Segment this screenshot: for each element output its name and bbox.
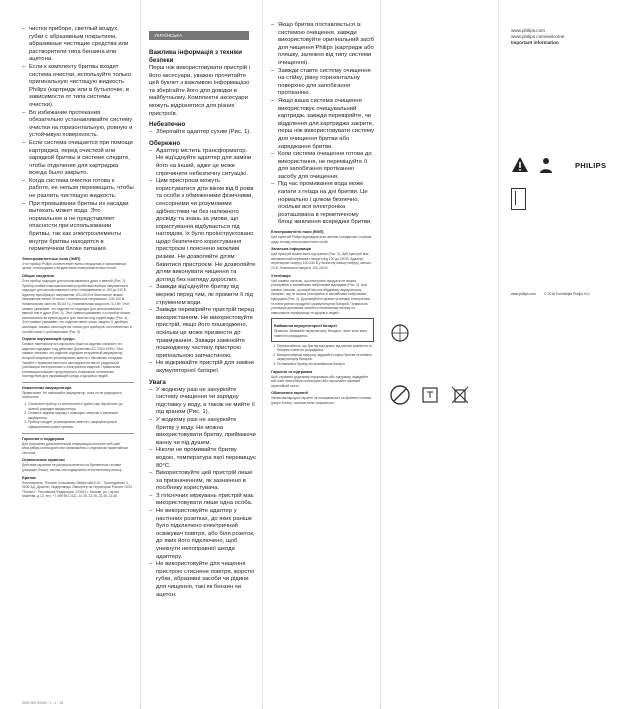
document-code: 3000 000 00000 - 1 - 1 - 18 [22, 701, 64, 705]
ru-bullets-top [22, 26, 134, 254]
list-item: 1. Переконайтеся, що бритву від'єднано від мережі живлення та батарея повністю розряджена. [277, 344, 374, 353]
ua-safety-heading: Важлива інформація з техніки безпеки [149, 49, 242, 64]
list-item: – Адаптер містить трансформатор. Не від'єднуйте адаптер для заміни його на інший, адже це може спричинити небезпечну ситуацію. [149, 148, 256, 178]
list-item: – Використовуйте цей пристрій лише за призначенням, як зазначено в посібнику користувача. [149, 470, 256, 493]
ua-recycle-text: Цей символ означає, що електричні продукти не можна утилізувати зі звичайними побутовими відходами (Рис. 3). Цей символ означає, що виріб містить вбудовану акумуляторну батарею, яку не можна утилізувати зі звичайними побутовими відходами (Рис. 4). Дотримуйтеся правил утилізації електричних та електронних продуктів і акумуляторних батарей. Правильна утилізація допомагає запобігти негативному впливу на навколишнє середовище та здоров'я людей. [271, 278, 371, 315]
ua-general-heading: Загальна інформація [271, 247, 312, 252]
column-russian [0, 0, 140, 709]
cover-url: www.philips.com [511, 28, 545, 33]
ua-warranty-heading: Гарантія та підтримка [271, 369, 313, 374]
list-item: – Не використовуйте для чищення пристрою стиснене повітря, жорсткі губки, абразивні засоби чи рідини для чищення, такі як бензин чи ацетон. [149, 561, 256, 599]
person-icon [537, 156, 555, 174]
list-item: – Якщо ваша система очищення використовує очищувальний картридж, завжди перевіряйте, чи відділення для картриджа закрите, перш ніж використовувати систему для очищення бритви або заряджання бритви. [271, 98, 374, 151]
book-icon [511, 188, 526, 210]
list-item: – чистки приборе, светлый воздух, губки с абразивным покрытием, абразивные чистящие средства или растворители типа бензина или ацетона. [22, 26, 134, 64]
ru-battery-steps [22, 402, 134, 430]
shower-icon [419, 384, 441, 406]
list-item: – З гігієнічних міркувань пристрій має використовувати лише одна особа. [149, 493, 256, 508]
crossed-bin-icon [449, 384, 471, 406]
ru-env-text: Символ перечеркнутого мусорного бака на изделии означает, что изделие подпадает под действие Директивы ЕС 2012/19/EU. Этот символ означает, что изделие содержит встроенный аккумулятор, который запрещено утилизировать вместе с бытовыми отходами. Узнайте о правилах местного законодательства по раздельной утилизации электрических и электронных изделий. Правильная утилизация поможет предотвратить возможные негативные последствия для окружающей среды и здоровья людей. [22, 342, 124, 379]
list-item: – У жодному разі не занурюйте бритву у воду. Не можна використовувати бритву, приймаючи ванну чи під душем. [149, 417, 256, 447]
ru-battery-intro: Примечание. Не извлекайте аккумулятор, пока он не разрядится полностью. [22, 390, 122, 400]
cover-url-welcome: www.philips.com/welcome [511, 34, 565, 39]
cover-footer-right: © 2018 Koninklijke Philips N.V. [544, 292, 591, 296]
ru-emf-heading: Электромагнитные поля (ЭМП) [22, 256, 81, 261]
cover-icons-row [511, 156, 622, 174]
ua-recycle-heading: Утилізація [271, 273, 291, 278]
cover-footer-left: www.philips.com [511, 292, 537, 296]
list-item: – При промывании бритвы из насадки вытекать может вода. Это нормальное и не представляет опасности при использовании бритвы, так как электроэлементы внутри бритвы находятся в герметичном блоке питания. [22, 201, 134, 254]
ua-general-text: Цей пристрій можна мити під краном (Рис. 2). Цей пристрій має автоматичний перемикач напруги від 100 до 240 В. Адаптер перетворює напругу 100-240 В у безпечну низьку напругу, менше 24 В. Номінальна напруга: 100-240 В. [271, 252, 371, 270]
warning-triangle-icon [511, 156, 529, 174]
ua-caution-list [149, 148, 256, 376]
divider [22, 382, 134, 383]
list-item: – Не використовуйте адаптер у настінних розетках, до яких раніше було підключено електричний освіжувач повітря, або біля розеток, до яких його підключено, щоб уникнути непоправної шкоди адаптеру. [149, 508, 256, 561]
ua-remove-steps [271, 344, 374, 367]
cover-footer-row [511, 292, 622, 296]
ua-remove-intro: Примітка. Виймайте акумуляторну батарею, лише коли вона повністю розряджена. [274, 329, 367, 338]
list-item: – Завжди ставте систему очищення на стійку, рівну горизонтальну поверхню для запобігання протіканню. [271, 68, 374, 98]
list-item: – Завжди перевіряйте пристрій перед використанням. Не використовуйте пристрій, якщо його пошкоджено, оскільки це може призвести до травмування. Завжди замінюйте пошкоджену частину пристрою оригінальною запчастиною. [149, 307, 256, 360]
column-figures [380, 0, 498, 709]
ua-limits-heading: Обмеження гарантії [271, 391, 309, 396]
ua-danger-heading: Небезпечно [149, 121, 186, 129]
list-item: 2. Використовуючи викрутку, відкрийте корпус бритви та вийміть акумуляторну батарею. [277, 353, 374, 362]
list-item: – Цим пристроєм можуть користуватися діти віком від 8 років та особи з обмеженими фізичними, сенсорними чи розумовими здібностями чи без належного досвіду та знань за умови, що користування відбувається під наглядом, їх було проінструктовано щодо безпечного користування пристроєм і пояснено можливі ризики. Не дозволяйте дітям бавитися пристроєм. Не дозволяйте дітям виконувати чищення та догляд без нагляду дорослих. [149, 178, 256, 284]
list-item: – Если к комплекту бритвы входит система очистки, используйте только оригинальную чистящую жидкость Philips (картридж или в бутылочке, в зависимости от типа системы очистки). [22, 64, 134, 110]
ua-remove-box [271, 318, 374, 341]
figure-row-1 [389, 322, 492, 344]
ua-limits-text: Умови міжнародної гарантії не поширюються на бритвені головки (ріжучі блоки), оскільки вони зношуються. [271, 396, 372, 405]
ua-caution-heading: Обережно [149, 139, 181, 147]
philips-logo: PHILIPS [575, 160, 607, 170]
list-item: – Не відкривайте пристрій для заміни акумуляторної батареї. [149, 360, 256, 375]
column-ukrainian-1 [140, 0, 262, 709]
list-item: 3. Не вмикайте бритву після виймання батареї. [277, 362, 374, 367]
ru-importer-heading: Бритва [22, 475, 36, 480]
list-item: – Під час промивання вода може капати з гнізда на дні бритви. Це нормально і цілком безпечно, оскільки вся електроніка розташована в герметичному блоці живлення всередині бритви. [271, 181, 374, 227]
ru-importer-text: Изготовитель: "Филипс Консьюмер Лайфстайл Б.В.", Туссендиепен 4, 9206 АД, Драхтен, Нидерланды. Импортер на территории России: ООО "Филипс", Российская Федерация, 123022 г. Москва, ул. Сергея Макеева, д.13, тел. +7 495 961-1111. 22.36, 22.45, 22.46, 22.48 [22, 480, 133, 499]
list-item: – Зберігайте адаптер сухим (Рис. 1). [149, 129, 256, 137]
column-ukrainian-2 [262, 0, 380, 709]
ru-warranty-heading: Гарантия и поддержка [22, 436, 65, 441]
list-item: – Во избежание протекания обязательно устанавливайте систему очистки на горизонтальную, ровную и устойчивую поверхность. [22, 110, 134, 140]
list-item: – Если система очищается при помощи картриджа, перед очисткой или зарядкой бритвы в системе следите, чтобы отделение для картриджа всегда было закрыто. [22, 140, 134, 178]
list-item: – Когда система очистки готова к работе, ее нельзя перемещать, чтобы не разлить чистящую жидкость. [22, 178, 134, 201]
globe-icon [389, 322, 411, 344]
ua-danger-list [149, 129, 256, 137]
list-item: 3. Прибор следует утилизировать вместе с аккумулятором в официальном пункте приема. [28, 420, 134, 429]
ru-general-heading: Общие сведения [22, 274, 54, 278]
ru-emf-text: Этот прибор Philips соответствует всем стандартам и нормативным актам, относящимся к воздействию электромагнитных полей. [22, 261, 126, 271]
ua-remove-heading: Виймання акумуляторної батареї [274, 324, 337, 329]
list-item: – У жодному разі не занурюйте систему очищення чи зарядну підставку у воду, а також не мийте її під краном (Рис. 1). [149, 387, 256, 417]
list-item: 1. Отключите прибор от электросети и дайте ему поработать до полной разрядки аккумулятора. [28, 402, 134, 411]
ua-caution2-list [149, 387, 256, 600]
ua-emf-text: Цей пристрій Philips відповідає всім чинним стандартам і нормам щодо впливу електромагнітних полів. [271, 235, 372, 244]
cover-title: Important information [511, 40, 559, 45]
ua-bullets-cont [271, 22, 374, 227]
ru-battery-heading: Извлечение аккумулятора [22, 385, 72, 390]
ru-env-heading: Охрана окружающей среды [22, 337, 75, 342]
list-item: 2. Снимите заднюю крышку с помощью отвертки и извлеките аккумулятор. [28, 411, 134, 420]
list-item: – Ніколи не промивайте бритву водою, температура якої перевищує 80°C. [149, 447, 256, 470]
ru-limits-heading: Ограничения гарантии [22, 458, 65, 463]
no-bath-icon [389, 384, 411, 406]
ru-general-text: Этот прибор подходит для использования в душе и ванной (Рис. 2). Прибор снабжен автоматическим устройством выбора напряжения и подходит для использования в сети с напряжением от 100 до 240 В. Адаптер преобразует напряжение 100-240 В в безопасное низкое напряжение менее 24 вольт. Номинальное напряжение: 100-240 В. Номинальная частота: 50-60 Гц. Номинальная мощность: 5,4 Вт. Этот символ указывает, что изделие не подходит для использования в ванной или в душе (Рис. 3). Этот символ указывает, что прибор можно использовать во время душа и для очистки под струей воды (Рис. 4). Этот символ указывает, что изделие имеет класс защиты II, двойную изоляцию; символ используется только для приборов, изготовленных в соответствии с требованиями (Рис. 5). [22, 279, 132, 334]
list-item: – Якщо бритва поставляється із системою очищення, завжди використовуйте оригінальний засіб для чищення Philips (картридж або пляшку, залежно від типу системи очищення). [271, 22, 374, 68]
ru-warranty-text: Для получения дополнительной информации посетите веб-сайт www.philips.com/support или ознакомьтесь с отдельным гарантийным талоном. [22, 441, 128, 455]
divider [22, 433, 134, 434]
ua-emf-heading: Електромагнітні поля (ЕМП) [271, 230, 324, 235]
column-cover [498, 0, 630, 709]
ua-warranty-text: Щоб отримати додаткову інформацію або підтримку, відвідайте веб-сайт www.philips.com/support або прочитайте окремий гарантійний талон. [271, 374, 369, 388]
language-tab: УКРАЇНСЬКА [149, 31, 249, 40]
list-item: – Коли система очищення готова до використання, не переміщуйте її для запобігання протіканню засобу для очищення. [271, 151, 374, 181]
ua-caution2-heading: Увага [149, 378, 166, 386]
figure-row-2 [389, 384, 492, 406]
ru-limits-text: Действие гарантии не распространяется на бритвенные головки (режущие блоки), так как они подвержены естественному износу. [22, 463, 123, 472]
list-item: – Завжди від'єднуйте бритву від мережі перед тим, як промити її під струменем води. [149, 284, 256, 307]
ua-intro: Перш ніж використовувати пристрій і його аксесуари, уважно прочитайте цей буклет з важливою інформацією та зберігайте його для довідки в майбутньому. Комплектні аксесуари можуть відрізнятися для різних пристроїв. [149, 65, 251, 117]
